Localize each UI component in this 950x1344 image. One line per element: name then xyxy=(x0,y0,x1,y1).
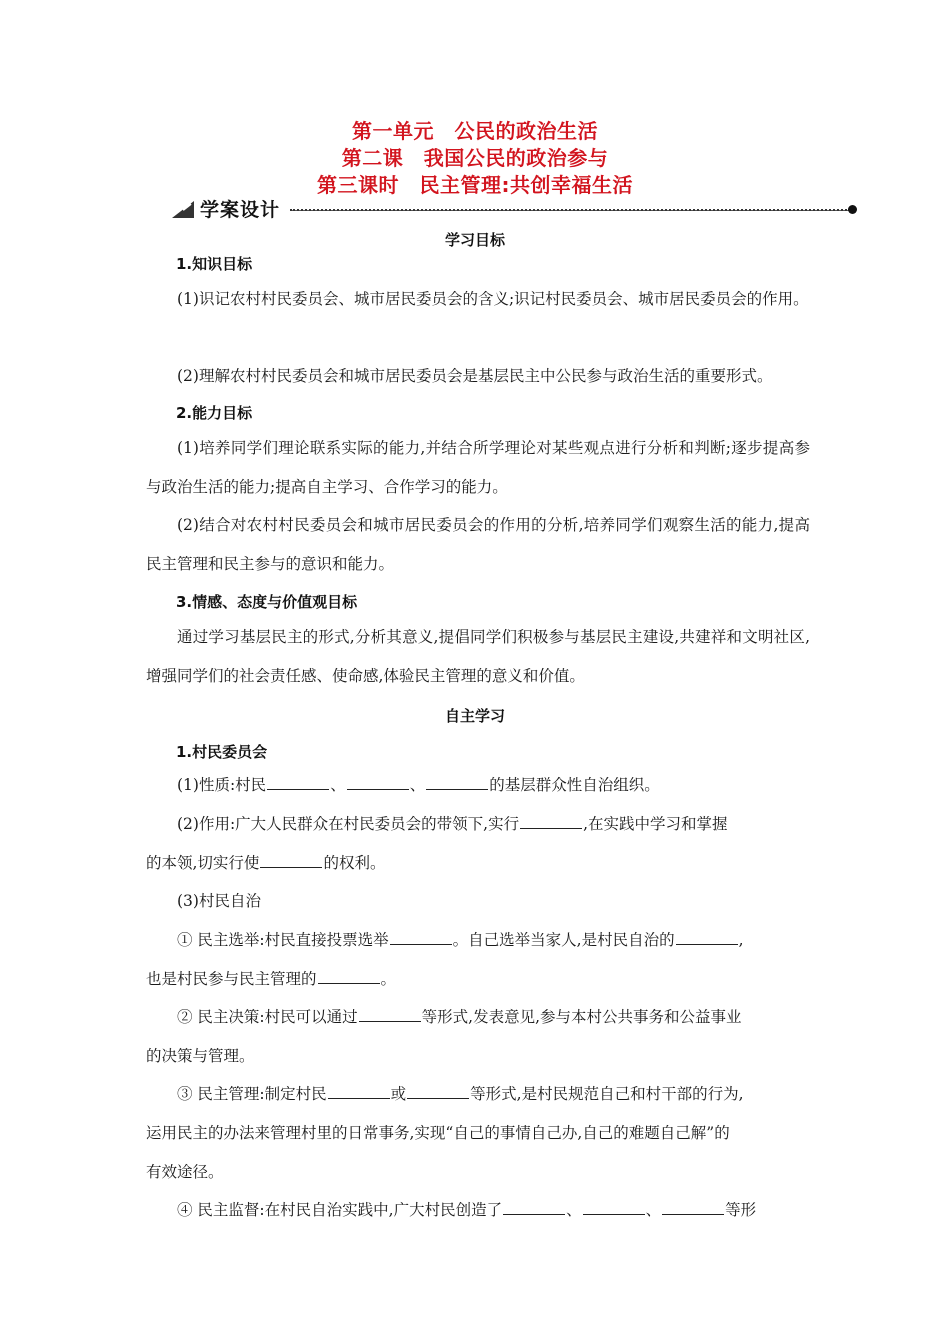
management-line-3: 有效途径。 xyxy=(146,1163,224,1181)
answer-blank[interactable] xyxy=(676,930,738,945)
answer-blank[interactable] xyxy=(359,1007,421,1022)
unit-title: 第一单元 公民的政治生活 xyxy=(352,119,598,143)
supervision-line xyxy=(177,1198,756,1220)
answer-blank[interactable] xyxy=(662,1200,724,1215)
knowledge-goal-2: (2)理解农村村民委员会和城市居民委员会是基层民主中公民参与政治生活的重要形式。 xyxy=(177,367,773,385)
separator: 、 xyxy=(645,1201,662,1219)
role-line-1 xyxy=(177,812,728,834)
answer-blank[interactable] xyxy=(407,1084,469,1099)
role-text-mid: ,在实践中学习和掌握 xyxy=(583,815,728,833)
answer-blank[interactable] xyxy=(260,853,322,868)
management-text-mid: 等形式,是村民规范自己和村干部的行为, xyxy=(470,1085,744,1103)
nature-text-end: 的基层群众性自治组织。 xyxy=(489,776,660,794)
ability-goal-2: (2)结合对农村村民委员会和城市居民委员会的作用的分析,培养同学们观察生活的能力,提高民主管理和民主参与的意识和能力。 xyxy=(146,516,810,573)
supervision-text-end: 等形 xyxy=(725,1201,757,1219)
decision-text-mid: 等形式,发表意见,参与本村公共事务和公益事业 xyxy=(421,1008,742,1026)
management-text: ③ 民主管理:制定村民 xyxy=(177,1085,327,1103)
nature-text: (1)性质:村民 xyxy=(177,776,267,794)
role-text-end: 的权利。 xyxy=(323,854,386,872)
election-comma: , xyxy=(738,931,744,949)
learning-goals-heading: 学习目标 xyxy=(444,231,505,249)
decision-line-1 xyxy=(177,1005,742,1027)
banner-end-dot-icon xyxy=(848,205,857,214)
village-committee-heading: 1.村民委员会 xyxy=(176,743,268,761)
decision-line-2: 的决策与管理。 xyxy=(146,1047,255,1065)
decision-text: ② 民主决策:村民可以通过 xyxy=(177,1008,358,1026)
banner-dotted-rule xyxy=(290,209,850,211)
election-text-mid: 。自己选举当家人,是村民自治的 xyxy=(452,931,675,949)
separator: 、 xyxy=(409,776,426,794)
lesson-title: 第二课 我国公民的政治参与 xyxy=(341,146,609,170)
answer-blank[interactable] xyxy=(520,814,582,829)
management-line-1 xyxy=(177,1082,744,1104)
answer-blank[interactable] xyxy=(328,1084,390,1099)
role-line-2 xyxy=(146,851,385,873)
autonomy-heading: (3)村民自治 xyxy=(177,892,261,910)
answer-blank[interactable] xyxy=(390,930,452,945)
separator: 、 xyxy=(330,776,346,794)
emotion-goals-heading: 3.情感、态度与价值观目标 xyxy=(176,593,358,611)
answer-blank[interactable] xyxy=(426,775,488,790)
knowledge-goal-1: (1)识记农村村民委员会、城市居民委员会的含义;识记村民委员会、城市居民委员会的作用。 xyxy=(177,290,809,308)
banner-label: 学案设计 xyxy=(200,199,281,221)
self-study-heading: 自主学习 xyxy=(444,707,505,725)
ability-goals-heading: 2.能力目标 xyxy=(176,404,253,422)
emotion-goal-1: 通过学习基层民主的形式,分析其意义,提倡同学们积极参与基层民主建设,共建祥和文明社区,增强同学们的社会责任感、使命感,体验民主管理的意义和价值。 xyxy=(146,628,810,685)
answer-blank[interactable] xyxy=(318,969,380,984)
knowledge-goals-heading: 1.知识目标 xyxy=(176,255,253,273)
management-line-2: 运用民主的办法来管理村里的日常事务,实现“自己的事情自己办,自己的难题自己解”的 xyxy=(146,1124,730,1142)
election-period: 。 xyxy=(380,970,397,988)
nature-line xyxy=(177,773,660,795)
management-or: 或 xyxy=(390,1085,407,1103)
election-text-2: 也是村民参与民主管理的 xyxy=(146,970,317,988)
role-text-2: 的本领,切实行使 xyxy=(146,854,260,872)
ability-goal-1: (1)培养同学们理论联系实际的能力,并结合所学理论对某些观点进行分析和判断;逐步提高参与政治生活的能力;提高自主学习、合作学习的能力。 xyxy=(146,439,810,496)
election-line-1 xyxy=(177,928,744,950)
role-text: (2)作用:广大人民群众在村民委员会的带领下,实行 xyxy=(177,815,520,833)
answer-blank[interactable] xyxy=(267,775,329,790)
separator: 、 xyxy=(566,1201,582,1219)
answer-blank[interactable] xyxy=(583,1200,645,1215)
election-line-2 xyxy=(146,967,396,989)
title-block xyxy=(0,118,950,199)
answer-blank[interactable] xyxy=(347,775,409,790)
answer-blank[interactable] xyxy=(503,1200,565,1215)
period-title: 第三课时 民主管理:共创幸福生活 xyxy=(317,173,633,197)
section-banner xyxy=(172,197,862,223)
supervision-text: ④ 民主监督:在村民自治实践中,广大村民创造了 xyxy=(177,1201,503,1219)
election-text: ① 民主选举:村民直接投票选举 xyxy=(177,931,389,949)
